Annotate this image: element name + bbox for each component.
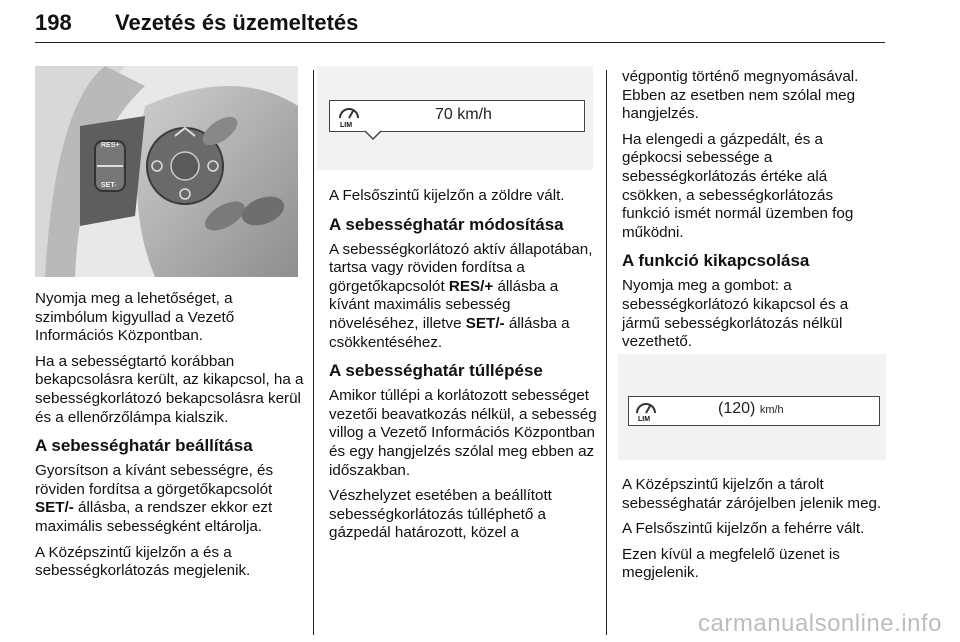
set-label: SET- (101, 182, 117, 189)
lim-label: LIM (638, 416, 651, 423)
paragraph: A Középszintű kijelzőn a tárolt sebességhatár zárójelben jelenik meg. (622, 476, 882, 512)
bold-label: RES/+ (448, 277, 494, 295)
column-divider (313, 70, 314, 635)
paragraph: Ezen kívül a megfelelő üzenet is megjelenik. (622, 545, 840, 582)
paragraph: Ha elengedi a gázpedált, és a gépkocsi sebessége a sebességkorlátozás értéke alá csökken, a sebességkorlátozás funkció ismét normál üzemben fog működni. (622, 130, 854, 241)
bold-label: SET/- (465, 314, 505, 332)
text-run: állásba a kívánt maximális sebesség növeléséhez, illetve (329, 277, 559, 332)
paragraph: Vészhelyzet esetében a beállított sebességkorlátozás túlléphető a gázpedál határozott, közel a (329, 487, 552, 542)
text-run: Gyorsítson a kívánt sebességre, és röviden fordítsa a görgetőkapcsolót (35, 462, 274, 498)
section-heading: A funkció kikapcsolása (622, 251, 810, 271)
page-header (35, 6, 885, 43)
paragraph: A Felsőszintű kijelzőn a fehérre vált. (622, 520, 865, 538)
column-3-top (622, 68, 884, 359)
bold-label: SET/- (35, 499, 74, 517)
text-run: A sebességkorlátozó aktív állapotában, tartsa vagy röviden fordítsa a görgetőkapcsolót (329, 240, 593, 295)
speed-value: (120) (718, 400, 756, 417)
section-heading: A sebességhatár túllépése (329, 361, 543, 381)
section-heading: A sebességhatár beállítása (35, 436, 253, 456)
chapter-title: Vezetés és üzemeltetés (115, 10, 359, 35)
speed-unit: km/h (759, 404, 784, 416)
steering-wheel-controls-image (35, 66, 298, 277)
paragraph: Amikor túllépi a korlátozott sebességet vezetői beavatkozás nélkül, a sebesség villog a Vezető Információs Központban és egy hangjelzés szólal meg ebben az időszakban. (329, 387, 597, 479)
paragraph (35, 462, 305, 536)
paragraph: végpontig történő megnyomásával. Ebben az esetben nem szólal meg hangjelzés. (622, 68, 859, 123)
stored-speed-value (718, 400, 784, 418)
watermark: carmanualsonline.info (698, 610, 942, 637)
column-1 (35, 290, 305, 588)
speed-limiter-icon (337, 104, 361, 122)
speed-value: 70 km/h (435, 106, 492, 123)
text-run: állásba, a rendszer ekkor ezt maximális sebességként eltárolja. (35, 499, 273, 535)
paragraph: Ha a sebességtartó korábban bekapcsolásra került, az kikapcsol, ha a sebességkorlátozó bekapcsolásra kerül és a ellenőrzőlámpa kialszik. (35, 352, 304, 426)
lim-label: LIM (340, 122, 353, 129)
paragraph (329, 241, 599, 353)
page-number: 198 (35, 10, 72, 35)
column-divider (606, 70, 607, 635)
mid-level-display-image (618, 354, 886, 460)
section-heading: A sebességhatár módosítása (329, 214, 564, 234)
paragraph: Nyomja meg a gombot: a sebességkorlátozó kikapcsol és a jármű sebességkorlátozás nélkül vezethető. (622, 277, 849, 351)
column-3-bottom (622, 476, 884, 590)
speed-limiter-icon (634, 399, 658, 417)
paragraph: Nyomja meg a lehetőséget, a szimbólum kigyullad a Vezető Információs Központban. (35, 290, 235, 345)
column-2 (329, 187, 599, 550)
steering-wheel-illustration (35, 66, 298, 277)
text-run: állásba a csökkentéséhez. (329, 314, 570, 351)
figure-caption: A Felsőszintű kijelzőn a zöldre vált. (329, 187, 565, 204)
res-label: RES+ (101, 142, 120, 149)
paragraph: A Középszintű kijelzőn a és a sebességkorlátozás megjelenik. (35, 543, 251, 580)
driver-info-display-image (317, 66, 593, 170)
